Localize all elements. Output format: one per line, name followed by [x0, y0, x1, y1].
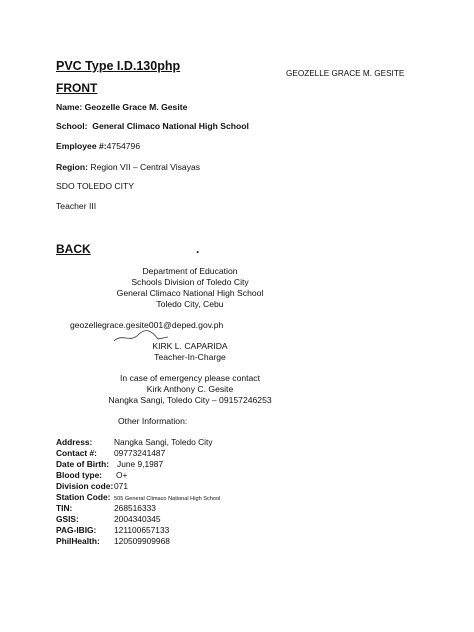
region-label: Region: — [56, 162, 88, 172]
info-row-contact — [56, 448, 165, 458]
name-label: Name: — [56, 102, 83, 112]
employee-label: Employee #: — [56, 141, 107, 151]
info-row-pagibig — [56, 525, 169, 535]
front-employee-line — [56, 141, 140, 151]
region-value: Region VII – Central Visayas — [90, 162, 201, 172]
signatory-name: KIRK L. CAPARIDA — [152, 341, 228, 351]
front-region-line — [56, 162, 200, 172]
info-value: O+ — [116, 470, 128, 480]
info-label: Division code: — [56, 481, 114, 491]
info-value: 09773241487 — [114, 448, 166, 458]
info-value: 071 — [114, 481, 128, 491]
info-row-gsis — [56, 514, 161, 524]
info-value: 268516333 — [114, 503, 156, 513]
emergency-line-2: Kirk Anthony C. Gesite — [146, 384, 234, 394]
info-value: 2004340345 — [114, 514, 161, 524]
info-row-tin — [56, 503, 156, 513]
document-title: PVC Type I.D.130php — [56, 59, 181, 73]
school-label: School: — [56, 121, 88, 131]
info-label: Contact #: — [56, 448, 97, 458]
info-row-bloodtype — [56, 470, 127, 480]
info-label: PhilHealth: — [56, 536, 100, 546]
agency-line-2: Schools Division of Toledo City — [131, 277, 249, 287]
info-label: TIN: — [56, 503, 73, 513]
info-label: Station Code: — [56, 492, 111, 502]
info-row-division-code — [56, 481, 128, 491]
front-heading: FRONT — [56, 81, 98, 95]
emergency-line-3: Nangka Sangi, Toledo City – 09157246253 — [108, 395, 272, 405]
info-value: 121100657133 — [114, 525, 170, 535]
info-value: June 9,1987 — [117, 459, 164, 469]
info-row-address — [56, 437, 213, 447]
info-label: PAG-IBIG: — [56, 525, 97, 535]
signatory-title: Teacher-In-Charge — [154, 352, 226, 362]
info-value: 120509909968 — [114, 536, 170, 546]
info-label: Blood type: — [56, 470, 103, 480]
name-value: Geozelle Grace M. Gesite — [84, 102, 188, 112]
info-value: 505 General Climaco National High School — [114, 496, 221, 502]
employee-value: 4754796 — [106, 141, 141, 151]
back-heading: BACK — [56, 242, 91, 256]
info-label: Date of Birth: — [56, 459, 110, 469]
sdo-line: SDO TOLEDO CITY — [56, 181, 134, 191]
info-label: GSIS: — [56, 514, 79, 524]
email-address: geozellegrace.gesite001@deped.gov.ph — [70, 320, 224, 330]
school-value: General Climaco National High School — [92, 121, 249, 131]
agency-line-3: General Climaco National High School — [116, 288, 264, 298]
info-label: Address: — [56, 437, 93, 447]
agency-line-1: Department of Education — [142, 266, 238, 276]
back-dot: . — [196, 242, 200, 256]
position-line: Teacher III — [56, 201, 97, 211]
front-name-line — [56, 102, 187, 112]
info-row-birthdate — [56, 459, 163, 469]
info-row-philhealth — [56, 536, 170, 546]
info-row-station-code — [56, 492, 220, 502]
front-school-line — [56, 121, 249, 131]
name-header: GEOZELLE GRACE M. GESITE — [286, 69, 405, 78]
emergency-line-1: In case of emergency please contact — [120, 373, 260, 383]
info-value: Nangka Sangi, Toledo City — [114, 437, 213, 447]
other-info-heading: Other Information: — [118, 416, 188, 426]
agency-line-4: Toledo City, Cebu — [156, 299, 224, 309]
